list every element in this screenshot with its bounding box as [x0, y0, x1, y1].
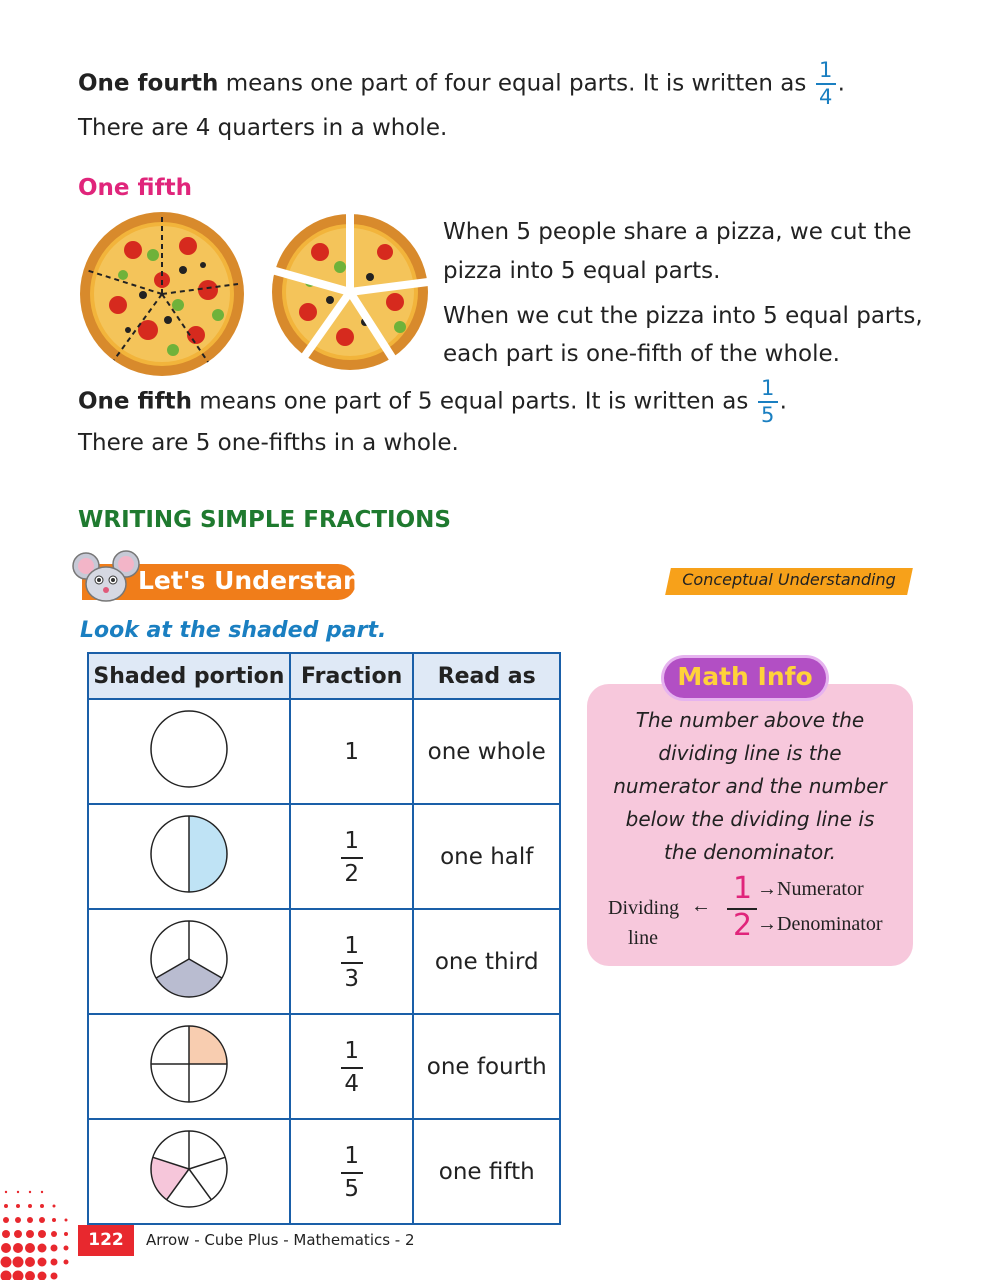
fraction-numerator: 1 — [344, 1037, 359, 1064]
math-info-line: The number above the — [635, 708, 865, 732]
page-number: 122 — [88, 1230, 124, 1250]
one-fifth-fraction — [758, 378, 778, 426]
table-row — [88, 909, 560, 1014]
footer-book-title: Arrow - Cube Plus - Mathematics - 2 — [146, 1231, 415, 1249]
fraction-denominator: 5 — [344, 1175, 359, 1202]
fraction-denominator: 4 — [344, 1070, 359, 1097]
one-fifth-definition — [78, 378, 787, 426]
left-arrow-icon: ← — [691, 895, 711, 917]
one-fifth-term: One fifth — [78, 388, 192, 415]
fraction-denominator: 5 — [760, 403, 775, 427]
numerator-pointer — [757, 878, 864, 901]
instruction-text: Look at the shaded part. — [80, 618, 387, 643]
fraction-cell — [290, 909, 414, 1014]
fraction-numerator: 1 — [760, 376, 775, 400]
math-info-line: the denominator. — [664, 840, 836, 864]
right-arrow-icon: → — [757, 878, 777, 900]
fifth-circle-icon — [149, 1129, 229, 1209]
line-label: line — [628, 927, 658, 949]
read-as-cell: one third — [413, 909, 560, 1014]
section-heading: WRITING SIMPLE FRACTIONS — [78, 507, 451, 533]
shaded-cell — [88, 1119, 290, 1224]
fraction-cell — [290, 804, 414, 909]
denominator-label: Denominator — [777, 913, 883, 935]
read-as-cell: one fifth — [413, 1119, 560, 1224]
fraction-one-third — [341, 932, 363, 992]
numerator-label: Numerator — [777, 878, 864, 900]
table-row — [88, 1014, 560, 1119]
table-row — [88, 1119, 560, 1224]
period: . — [837, 70, 845, 97]
one-fourth-definition — [78, 60, 845, 108]
table-header-row — [88, 653, 560, 699]
read-as-cell: one whole — [413, 699, 560, 804]
one-fifths-sentence: There are 5 one-fifths in a whole. — [78, 430, 459, 456]
math-info-line: dividing line is the — [658, 741, 842, 765]
fraction-cell — [290, 1014, 414, 1119]
table-row — [88, 804, 560, 909]
shaded-cell — [88, 804, 290, 909]
pizza-cut-image — [78, 210, 246, 378]
fraction-numerator: 1 — [344, 932, 359, 959]
conceptual-label: Conceptual Understanding — [682, 570, 896, 589]
quarters-sentence: There are 4 quarters in a whole. — [78, 115, 448, 141]
whole-circle-icon — [149, 709, 229, 789]
fraction-one-fifth — [341, 1142, 363, 1202]
page-number-badge — [78, 1225, 134, 1256]
period: . — [779, 388, 787, 415]
fraction-cell — [290, 1119, 414, 1224]
diagram-denominator: 2 — [733, 908, 753, 943]
fraction-numerator: 1 — [344, 827, 359, 854]
pizza-share-line-2: pizza into 5 equal parts. — [443, 258, 721, 284]
one-fourth-text: means one part of four equal parts. It is written as — [218, 70, 814, 97]
lets-understand-label: Let's Understand — [138, 566, 379, 595]
half-circle-icon — [149, 814, 229, 894]
one-fourth-fraction — [816, 60, 836, 108]
third-circle-icon — [149, 919, 229, 999]
pizza-share-line-1: When 5 people share a pizza, we cut the — [443, 219, 912, 245]
denominator-pointer — [757, 913, 883, 936]
shaded-cell — [88, 1014, 290, 1119]
math-info-line: below the dividing line is — [625, 807, 875, 831]
fraction-denominator: 4 — [818, 85, 833, 109]
math-info-line: numerator and the number — [613, 774, 887, 798]
one-fifth-text: means one part of 5 equal parts. It is written as — [191, 388, 756, 415]
header-fraction: Fraction — [290, 653, 414, 699]
mouse-mascot-icon — [72, 548, 142, 606]
shaded-cell — [88, 699, 290, 804]
header-shaded-portion: Shaded portion — [88, 653, 290, 699]
one-fourth-term: One fourth — [78, 70, 219, 97]
pizza-sliced-image — [270, 212, 430, 372]
diagram-numerator: 1 — [733, 871, 753, 906]
fourth-circle-icon — [149, 1024, 229, 1104]
shaded-cell — [88, 909, 290, 1014]
fraction-cell — [290, 699, 414, 804]
one-fifth-heading: One fifth — [78, 175, 192, 201]
footer-dot-pattern — [0, 1186, 80, 1280]
math-info-title: Math Info — [677, 662, 813, 691]
read-as-cell: one half — [413, 804, 560, 909]
fraction-denominator: 2 — [344, 860, 359, 887]
pizza-cut-line-2: each part is one-fifth of the whole. — [443, 341, 840, 367]
fraction-whole: 1 — [344, 738, 359, 765]
right-arrow-icon: → — [757, 913, 777, 935]
dividing-label: Dividing — [608, 897, 680, 919]
math-info-text — [587, 704, 913, 869]
fraction-numerator: 1 — [818, 58, 833, 82]
fraction-numerator: 1 — [344, 1142, 359, 1169]
fraction-one-fourth — [341, 1037, 363, 1097]
fraction-denominator: 3 — [344, 965, 359, 992]
table-row — [88, 699, 560, 804]
header-read-as: Read as — [413, 653, 560, 699]
pizza-cut-line-1: When we cut the pizza into 5 equal parts, — [443, 303, 923, 329]
read-as-cell: one fourth — [413, 1014, 560, 1119]
fraction-table — [87, 652, 561, 1225]
fraction-one-half — [341, 827, 363, 887]
